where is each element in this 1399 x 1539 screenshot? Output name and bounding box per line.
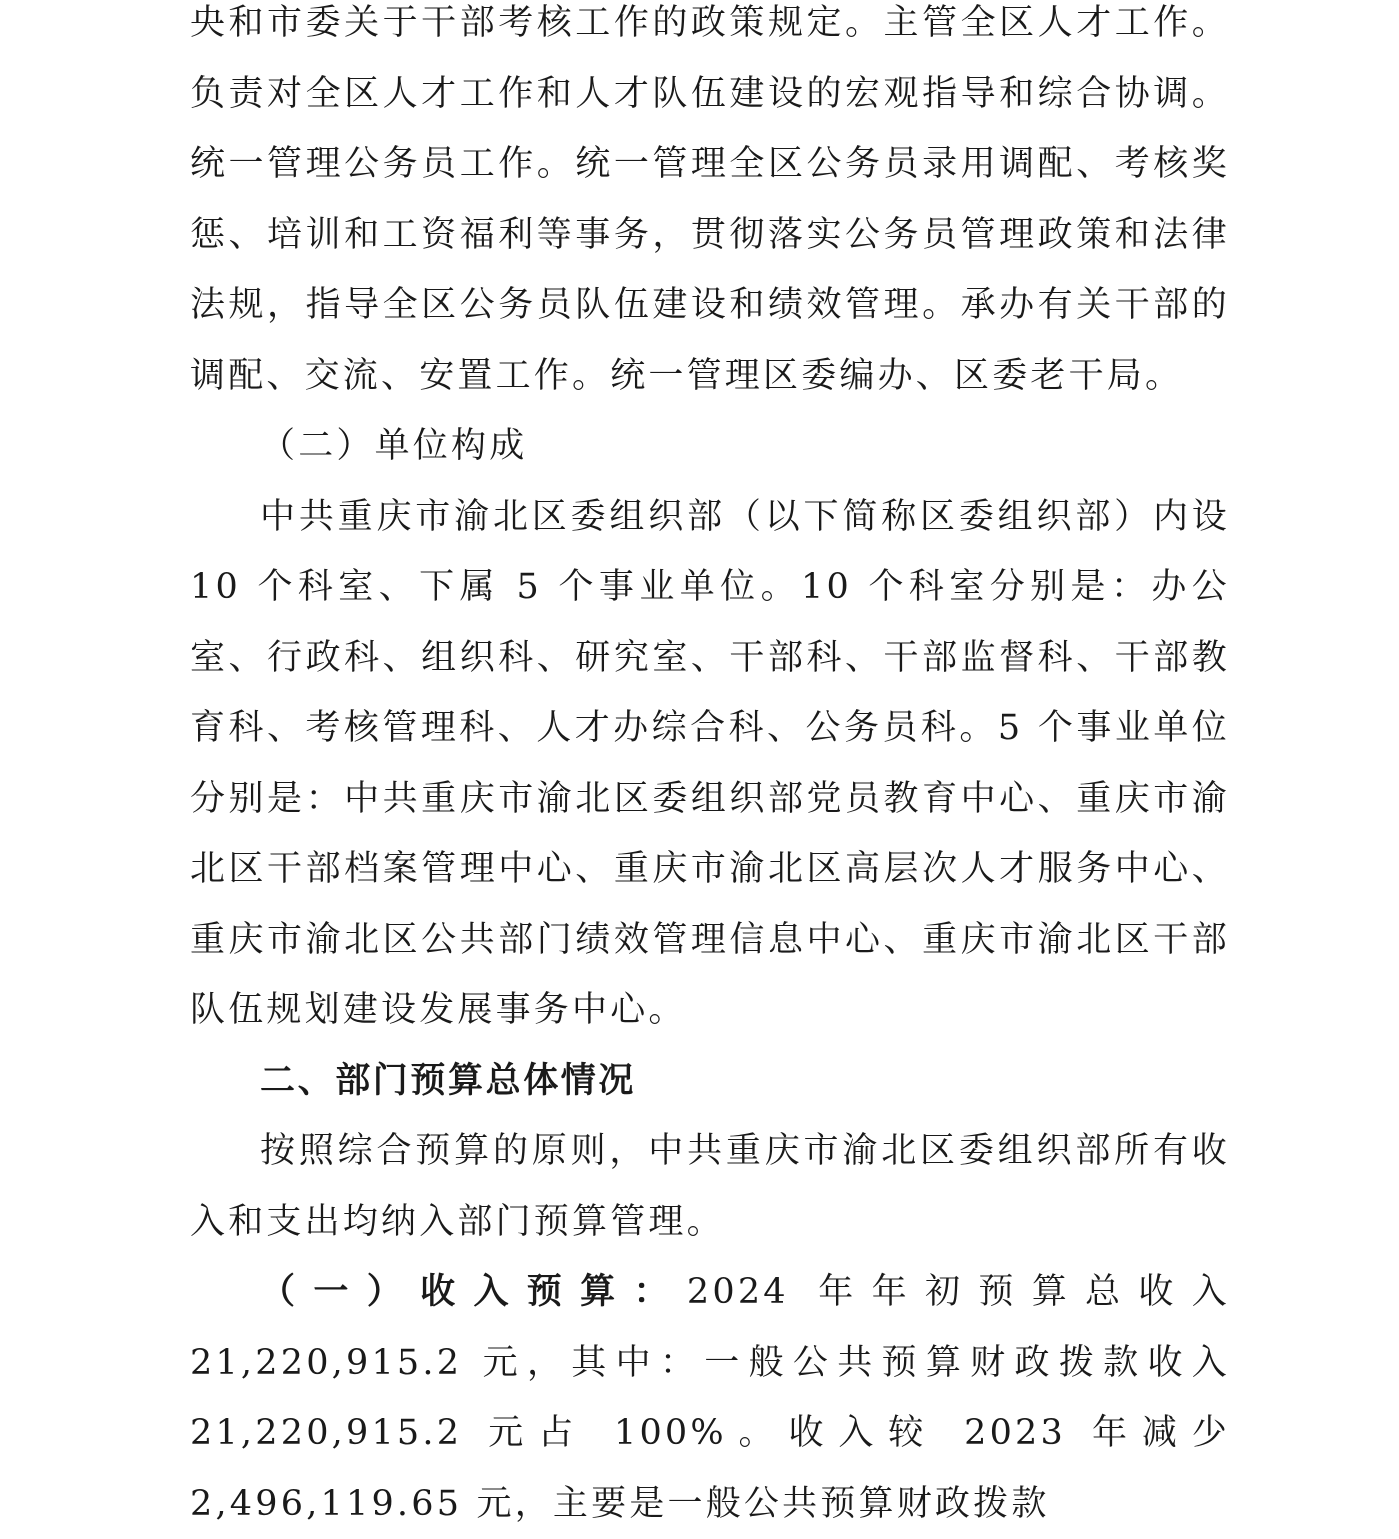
document-page: [190, 0, 1230, 1539]
income-budget-paragraph: [190, 1257, 1230, 1539]
section-two-intro-paragraph: 按照综合预算的原则，中共重庆市渝北区委组织部所有收入和支出均纳入部门预算管理。: [190, 1131, 1230, 1242]
section-two-heading: 二、部门预算总体情况: [260, 1060, 637, 1101]
unit-composition-paragraph: 中共重庆市渝北区委组织部（以下简称区委组织部）内设 10 个科室、下属 5 个事业单位。10 个科室分别是：办公室、行政科、组织科、研究室、干部科、干部监督科、干部教育科、考核管理科、人才办综合科、公务员科。5 个事业单位分别是：中共重庆市渝北区委组织部党员教育中心、重庆市渝北区干部档案管理中心、重庆市渝北区高层次人才服务中心、重庆市渝北区公共部门绩效管理信息中心、重庆市渝北区干部队伍规划建设发展事务中心。: [190, 496, 1230, 1030]
income-budget-lead: （一）收入预算：: [260, 1272, 687, 1312]
income-budget-body: 2024 年年初预算总收入 21,220,915.2 元，其中：一般公共预算财政拨款收入 21,220,915.2 元占 100%。收入较 2023 年减少 2,496,119.65 元，主要是一般公共预算财政拨款: [190, 1272, 1230, 1524]
functions-paragraph: 央和市委关于干部考核工作的政策规定。主管全区人才工作。负责对全区人才工作和人才队伍建设的宏观指导和综合协调。统一管理公务员工作。统一管理全区公务员录用调配、考核奖惩、培训和工资福利等事务，贯彻落实公务员管理政策和法律法规，指导全区公务员队伍建设和绩效管理。承办有关干部的调配、交流、安置工作。统一管理区委编办、区委老干局。: [190, 3, 1230, 396]
unit-composition-heading: （二）单位构成: [260, 426, 528, 466]
